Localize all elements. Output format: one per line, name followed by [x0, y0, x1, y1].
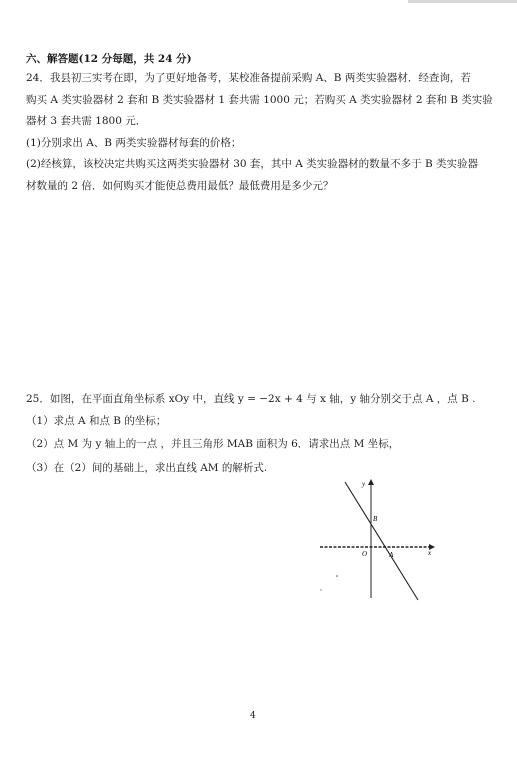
section-title: 六、解答题(12 分每题，共 24 分)	[26, 53, 192, 65]
scan-speck	[320, 589, 321, 590]
q24-part-2-line-2: 材数量的 2 倍．如何购买才能使总费用最低？最低费用是多少元？	[26, 180, 334, 192]
scan-edge-mark	[408, 0, 517, 3]
q25-part-3: （3）在（2）间的基础上，求出直线 AM 的解析式.	[26, 462, 268, 474]
q24-line-3: 器材 3 套共需 1800 元．	[26, 115, 147, 127]
q25-line-1: 25．如图，在平面直角坐标系 xOy 中，直线 y = −2x + 4 与 x 轴，y 轴分别交于点 A ，点 B .	[26, 393, 476, 405]
line-ab	[345, 482, 418, 600]
q25-part-1: （1）求点 A 和点 B 的坐标；	[26, 415, 167, 427]
point-b-label: B	[373, 515, 378, 523]
scan-speck	[336, 575, 338, 577]
q24-part-1: (1)分别求出 A、B 两类实验器材每套的价格；	[26, 137, 242, 149]
q24-line-1: 24．我县初三实考在即，为了更好地备考，某校准备提前采购 A、B 两类实验器材．经查询，若	[26, 72, 471, 84]
origin-label: O	[362, 550, 368, 558]
q25-part-2: （2）点 M 为 y 轴上的一点 ，并且三角形 MAB 面积为 6．请求出点 M 坐标，	[26, 438, 400, 450]
x-axis-label: x	[428, 549, 432, 557]
coordinate-graph	[315, 476, 445, 601]
point-a-label: A	[389, 551, 394, 559]
y-axis-arrow	[368, 479, 374, 485]
y-axis-label: y	[362, 480, 366, 488]
q24-line-2: 购买 A 类实验器材 2 套和 B 类实验器材 1 套共需 1000 元；若购买 A 类实验器材 2 套和 B 类实验	[26, 94, 493, 106]
q24-part-2-line-1: (2)经核算，该校决定共购买这两类实验器材 30 套，其中 A 类实验器材的数量不多于 B 类实验器	[26, 158, 479, 170]
page-number: 4	[250, 711, 256, 721]
